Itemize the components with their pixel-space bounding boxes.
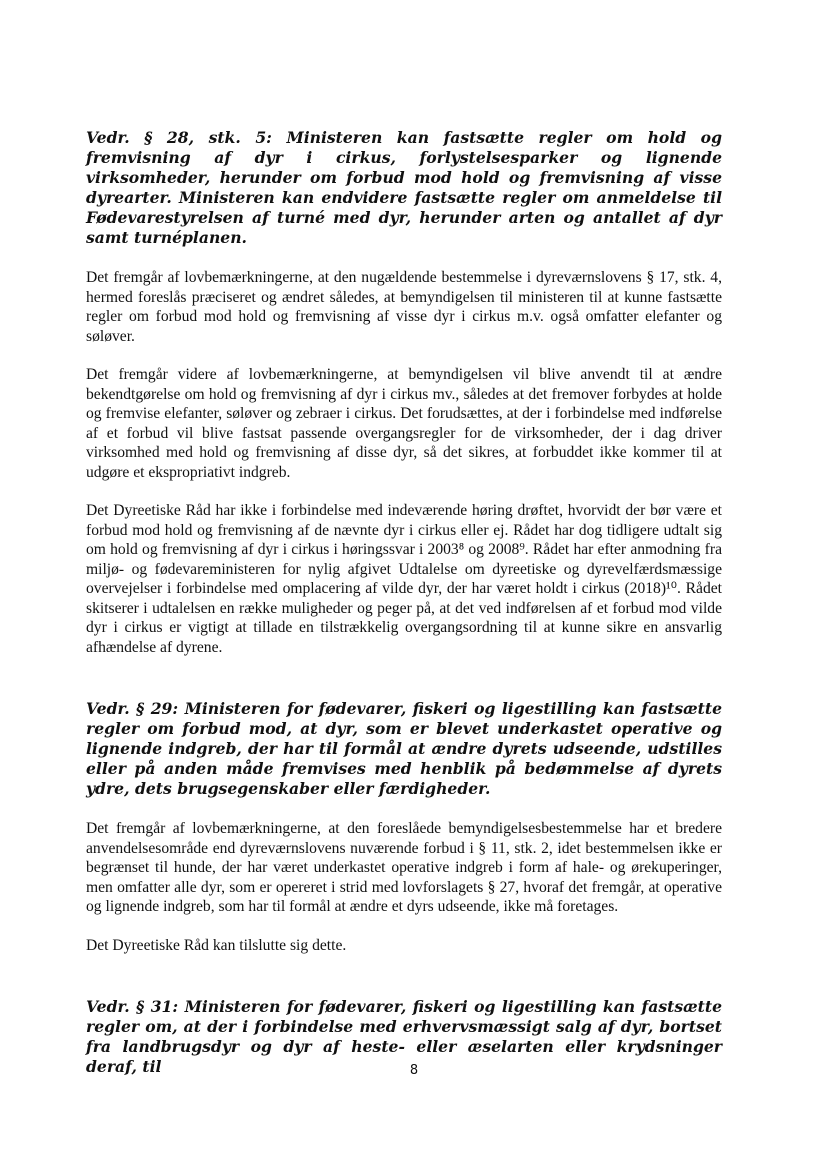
section-29 [86,699,722,955]
paragraph: Det Dyreetiske Råd kan tilslutte sig dette. [86,936,347,954]
paragraph: Det fremgår af lovbemærkningerne, at den foreslåede bemyndigelsesbestemmelse har et bredere anvendelsesområde end dyreværnslovens nuværende forbud i § 11, stk. 2, idet bestemmelsen ikke er begrænset til hunde, der har været underkastet operative indgreb i form af hale- og ørekuperinger, men omfatter alle dyr, som er opereret i strid med lovforslagets § 27, hvoraf det fremgår, at operative og lignende indgreb, som har til formål at ændre et dyrs udseende, ikke må foretages. [86,820,722,915]
paragraph: Det fremgår af lovbemærkningerne, at den nugældende bestemmelse i dyreværnslovens § 17, stk. 4, hermed foreslås præciseret og ændret således, at bemyndigelsen til ministeren til at kunne fastsætte regler om forbud mod hold og fremvisning af visse dyr i cirkus m.v. også omfatter elefanter og søløver. [86,269,722,345]
section-heading: Vedr. § 28, stk. 5: Ministeren kan fastsætte regler om hold og fremvisning af dyr i cirkus, forlystelsesparker og lignende virksomheder, herunder om forbud mod hold og fremvisning af visse dyrearter. Ministeren kan endvidere fastsætte regler om anmeldelse til Fødevarestyrelsen af turné med dyr, herunder arten og antallet af dyr samt turnéplanen. [86,128,722,247]
paragraph: Det Dyreetiske Råd har ikke i forbindelse med indeværende høring drøftet, hvorvidt der bør være et forbud mod hold og fremvisning af de nævnte dyr i cirkus eller ej. Rådet har dog tidligere udtalt sig om hold og fremvisning af dyr i cirkus i høringssvar i 2003⁸ og 2008⁹. Rådet har efter anmodning fra miljø- og fødevareministeren for nylig afgivet Udtalelse om dyreetiske og dyrevelfærdsmæssige overvejelser i forbindelse med omplacering af vilde dyr, der har været holdt i cirkus (2018)¹⁰. Rådet skitserer i udtalelsen en række muligheder og peger på, at det ved indførelsen af et forbud mod vilde dyr i cirkus er vigtigt at tillade en tilstrækkelig overgangsordning til at kunne sikre en ansvarlig afhændelse af dyrene. [86,502,722,656]
section-heading: Vedr. § 31: Ministeren for fødevarer, fiskeri og ligestilling kan fastsætte regler om, at der i forbindelse med erhvervsmæssigt salg af dyr, bortset fra landbrugsdyr og dyr af heste- eller æselarten eller krydsninger deraf, til [86,997,722,1076]
page-number: 8 [409,1063,419,1078]
section-28 [86,128,722,657]
document-page [86,128,722,1077]
paragraph: Det fremgår videre af lovbemærkningerne, at bemyndigelsen vil blive anvendt til at ændre bekendtgørelse om hold og fremvisning af dyr i cirkus mv., således at det fremover forbydes at holde og fremvise elefanter, søløver og zebraer i cirkus. Det forudsættes, at der i forbindelse med indførelse af et forbud vil blive fastsat passende overgangsregler for de virksomheder, der i dag driver virksomhed med hold og fremvisning af disse dyr, så det sikres, at forbuddet ikke kommer til at udgøre et ekspropriativt indgreb. [86,366,722,481]
section-heading: Vedr. § 29: Ministeren for fødevarer, fiskeri og ligestilling kan fastsætte regler om forbud mod, at dyr, som er blevet underkastet operative og lignende indgreb, der har til formål at ændre dyrets udseende, udstilles eller på anden måde fremvises med henblik på bedømmelse af dyrets ydre, dets brugsegenskaber eller færdigheder. [86,699,722,798]
